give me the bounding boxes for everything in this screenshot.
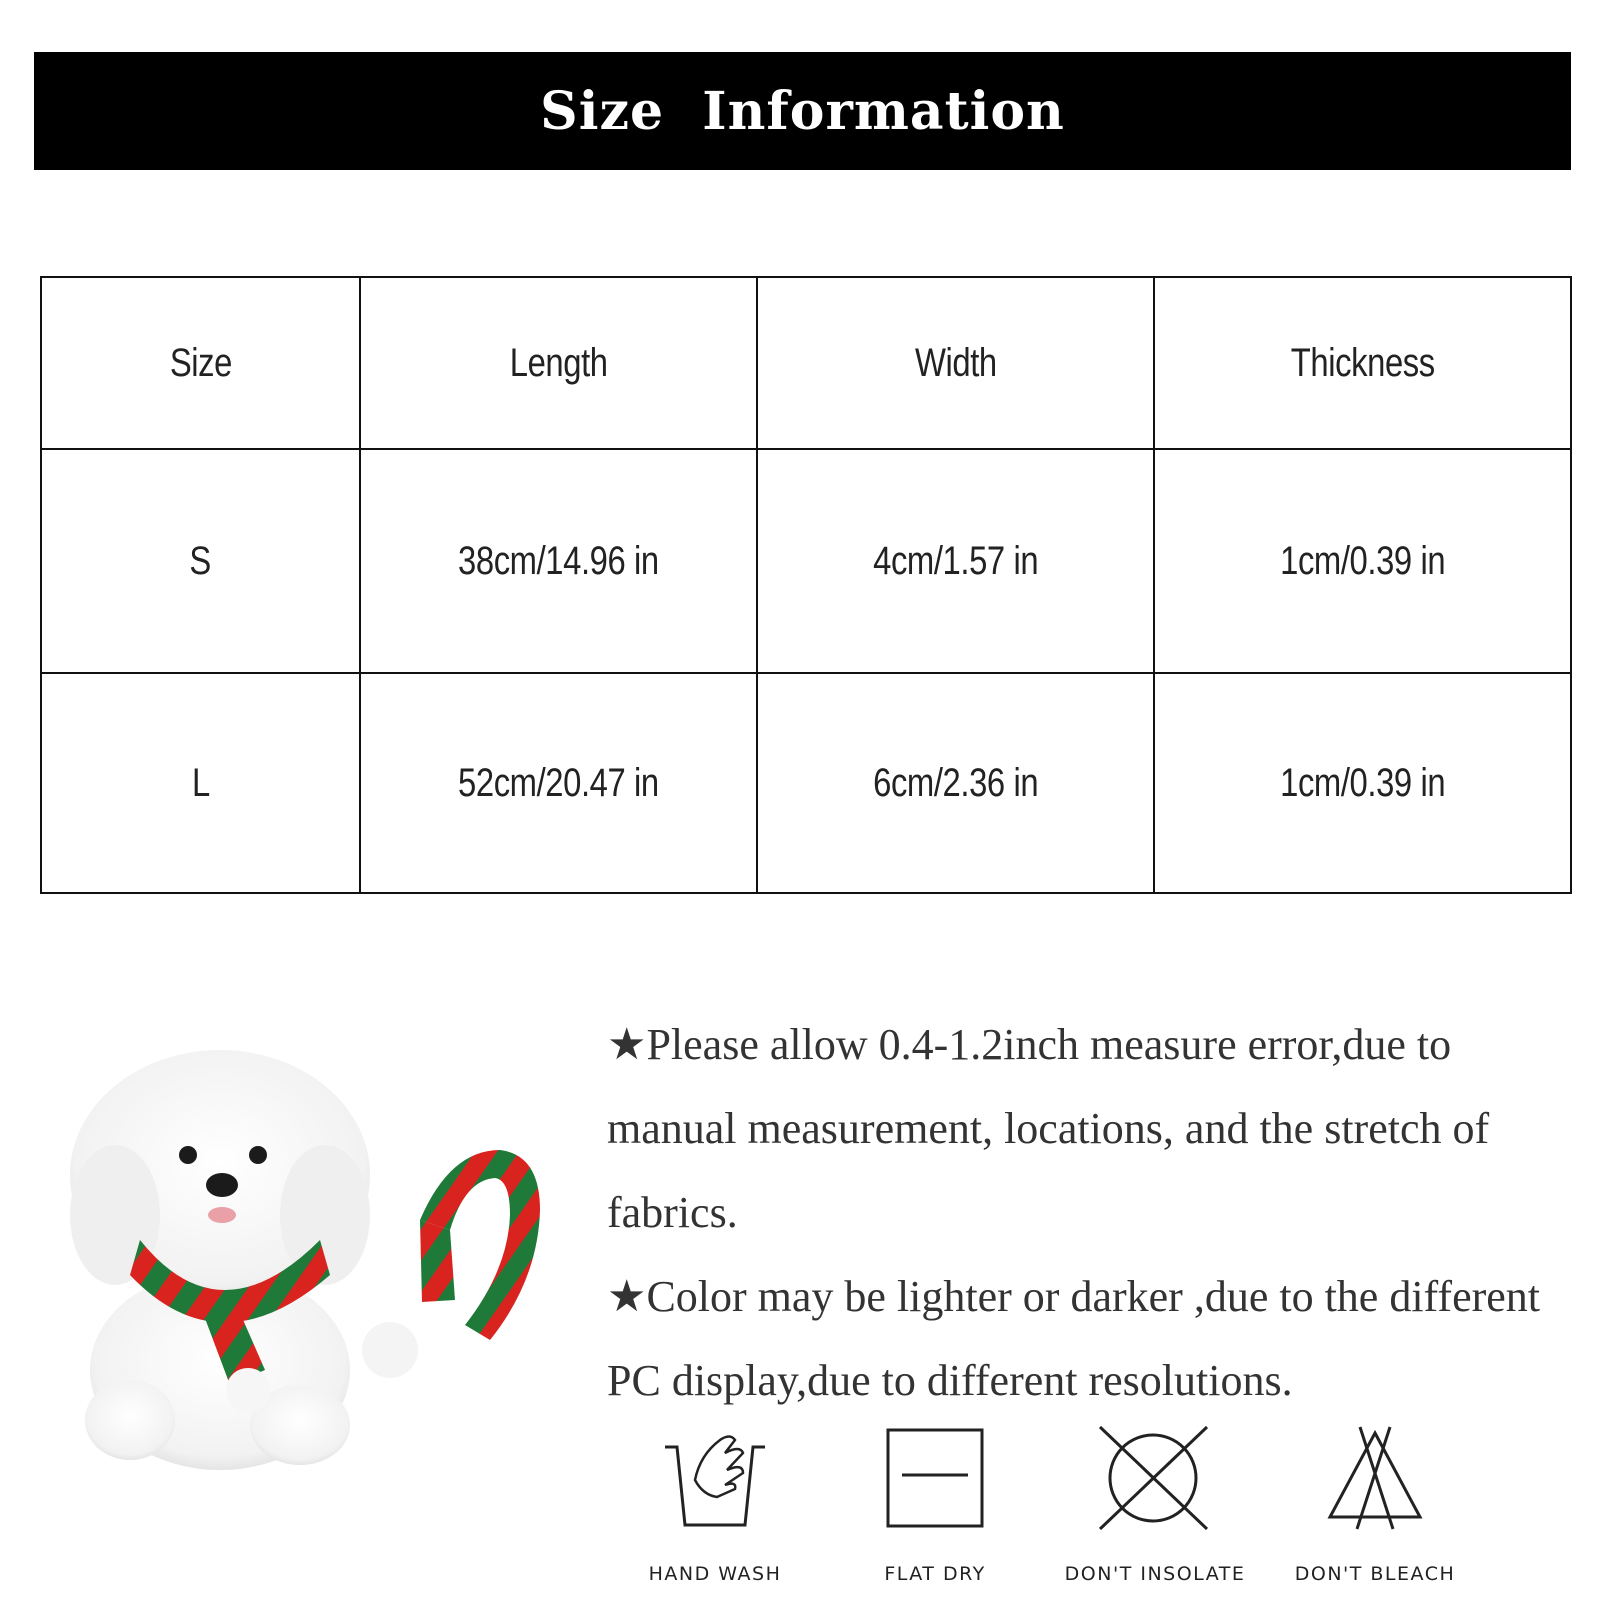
care-item-flat-dry: [855, 1425, 1015, 1585]
table-cell: 1cm/0.39 in: [1154, 673, 1571, 893]
notes-block: [607, 1003, 1567, 1423]
care-item-hand-wash: [620, 1425, 810, 1585]
care-label: DON'T BLEACH: [1294, 1563, 1456, 1585]
note-color-difference: ★Color may be lighter or darker ,due to the different PC display,due to different resolutions.: [607, 1272, 1541, 1405]
flat-dry-icon: [880, 1425, 990, 1535]
banner-title: Size Information: [540, 80, 1065, 142]
dont-insolate-icon: [1095, 1425, 1215, 1535]
dont-bleach-icon: [1325, 1425, 1425, 1535]
care-label: FLAT DRY: [884, 1563, 986, 1585]
table-cell: 38cm/14.96 in: [360, 449, 757, 673]
dog-with-scarf-illustration: [70, 1040, 580, 1500]
care-item-dont-bleach: [1280, 1425, 1470, 1585]
hand-wash-icon: [655, 1425, 775, 1535]
table-row: [41, 449, 1571, 673]
care-label: DON'T INSOLATE: [1064, 1563, 1246, 1585]
table-cell: 1cm/0.39 in: [1154, 449, 1571, 673]
table-row: [41, 673, 1571, 893]
table-cell: L: [41, 673, 360, 893]
size-table: [40, 276, 1572, 894]
table-header-row: [41, 277, 1571, 449]
table-cell: 6cm/2.36 in: [757, 673, 1154, 893]
header-cell-width: Width: [757, 277, 1154, 449]
header-cell-size: Size: [41, 277, 360, 449]
table-cell: S: [41, 449, 360, 673]
table-cell: 4cm/1.57 in: [757, 449, 1154, 673]
header-cell-thickness: Thickness: [1154, 277, 1571, 449]
header-cell-length: Length: [360, 277, 757, 449]
header-banner: [34, 52, 1571, 170]
table-cell: 52cm/20.47 in: [360, 673, 757, 893]
product-image: [70, 1040, 580, 1500]
care-item-dont-insolate: [1060, 1425, 1250, 1585]
care-label: HAND WASH: [648, 1563, 782, 1585]
note-measure-error: ★Please allow 0.4-1.2inch measure error,due to manual measurement, locations, and the stretch of fabrics.: [607, 1020, 1490, 1237]
